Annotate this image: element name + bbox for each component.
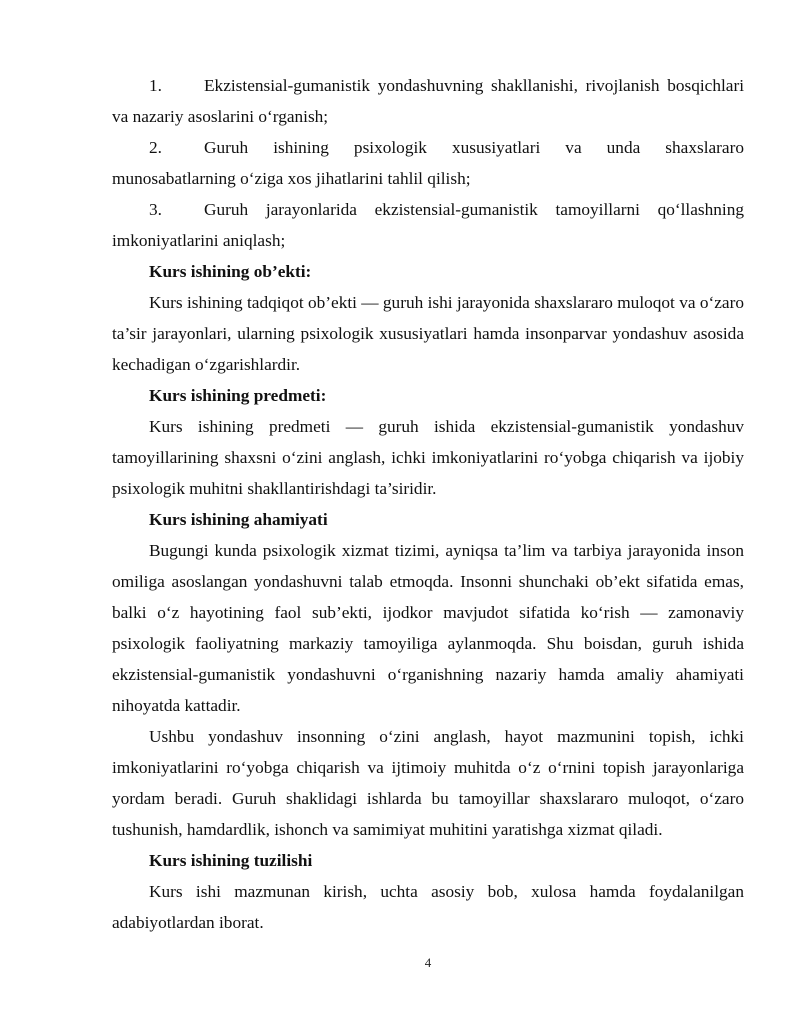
importance-heading: Kurs ishining ahamiyati — [149, 510, 328, 529]
document-page — [112, 70, 744, 938]
list-item-2 — [112, 132, 744, 194]
list-item-3 — [112, 194, 744, 256]
list-item-number: 3. — [149, 200, 162, 219]
importance-paragraph-1: Bugungi kunda psixologik xizmat tizimi, ayniqsa ta’lim va tarbiya jarayonida inson omiliga asoslangan yondashuvni talab etmoqda. Insonni shunchaki ob’ekt sifatida emas, balki o‘z hayotining faol sub’ekti, ijodkor mavjudot sifatida ko‘rish — zamonaviy psixologik faoliyatning markaziy tamoyiliga aylanmoqda. Shu boisdan, guruh ishida ekzistensial-gumanistik yondashuvni o‘rganishning nazariy hamda amaliy ahamiyati nihoyatda kattadir. — [112, 541, 744, 715]
subject-paragraph: Kurs ishining predmeti — guruh ishida ekzistensial-gumanistik yondashuv tamoyillarining shaxsni o‘zini anglash, ichki imkoniyatlarini ro‘yobga chiqarish va ijobiy psixologik muhitni shakllantirishdagi ta’siridir. — [112, 417, 744, 498]
subject-heading: Kurs ishining predmeti: — [149, 386, 327, 405]
list-item-text: Ekzistensial-gumanistik yondashuvning shakllanishi, rivojlanish bosqichlari va nazariy asoslarini o‘rganish; — [112, 76, 744, 126]
structure-paragraph: Kurs ishi mazmunan kirish, uchta asosiy bob, xulosa hamda foydalanilgan adabiyotlardan iborat. — [112, 882, 744, 932]
list-item-text: Guruh ishining psixologik xususiyatlari va unda shaxslararo munosabatlarning o‘ziga xos jihatlarini tahlil qilish; — [112, 138, 744, 188]
importance-paragraph-2: Ushbu yondashuv insonning o‘zini anglash, hayot mazmunini topish, ichki imkoniyatlarini ro‘yobga chiqarish va ijtimoiy muhitda o‘z o‘rnini topish jarayonlariga yordam beradi. Guruh shaklidagi ishlarda bu tamoyillar shaxslararo muloqot, o‘zaro tushunish, hamdardlik, ishonch va samimiyat muhitini yaratishga xizmat qiladi. — [112, 727, 744, 839]
object-heading: Kurs ishining ob’ekti: — [149, 262, 312, 281]
page-number: 4 — [424, 955, 432, 970]
list-item-number: 1. — [149, 76, 162, 95]
list-item-number: 2. — [149, 138, 162, 157]
structure-heading: Kurs ishining tuzilishi — [149, 851, 313, 870]
object-paragraph: Kurs ishining tadqiqot ob’ekti — guruh ishi jarayonida shaxslararo muloqot va o‘zaro ta’sir jarayonlari, ularning psixologik xususiyatlari hamda insonparvar yondashuv asosida kechadigan o‘zgarishlardir. — [112, 293, 744, 374]
list-item-text: Guruh jarayonlarida ekzistensial-gumanistik tamoyillarni qo‘llashning imkoniyatlarini aniqlash; — [112, 200, 744, 250]
list-item-1 — [112, 70, 744, 132]
